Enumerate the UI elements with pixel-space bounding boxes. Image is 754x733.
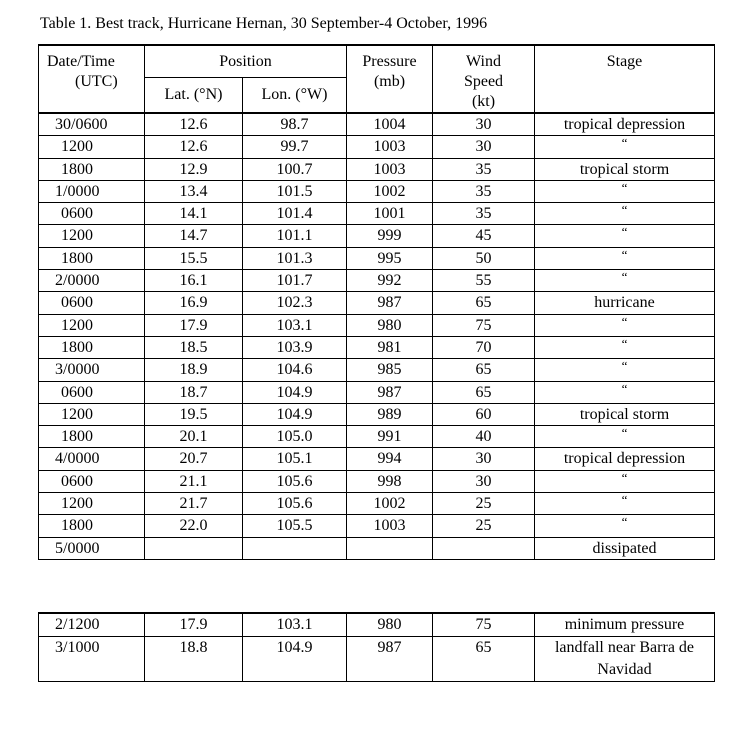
- cell-longitude: 99.7: [243, 136, 347, 158]
- table-row: [39, 136, 715, 158]
- cell-pressure: 998: [347, 470, 433, 492]
- cell-wind-speed: 65: [433, 637, 535, 682]
- cell-datetime: 5/0000: [39, 537, 145, 559]
- header-pressure: [347, 45, 433, 113]
- cell-datetime: 1800: [39, 247, 145, 269]
- cell-stage: tropical depression: [535, 448, 715, 470]
- cell-pressure: 1002: [347, 180, 433, 202]
- cell-stage: “: [535, 225, 715, 247]
- cell-latitude: 18.5: [145, 336, 243, 358]
- table-row: [39, 448, 715, 470]
- cell-stage: hurricane: [535, 292, 715, 314]
- table-row: [39, 247, 715, 269]
- cell-latitude: 14.1: [145, 203, 243, 225]
- cell-datetime: 3/0000: [39, 359, 145, 381]
- cell-pressure: 981: [347, 336, 433, 358]
- cell-wind-speed: 35: [433, 158, 535, 180]
- table-row: [39, 403, 715, 425]
- cell-datetime: 2/0000: [39, 270, 145, 292]
- cell-latitude: [145, 537, 243, 559]
- header-stage: Stage: [535, 45, 715, 113]
- table-row: [39, 225, 715, 247]
- cell-latitude: 17.9: [145, 314, 243, 336]
- header-datetime-unit: (UTC): [75, 73, 118, 90]
- cell-longitude: 101.1: [243, 225, 347, 247]
- cell-longitude: [243, 537, 347, 559]
- cell-latitude: 16.9: [145, 292, 243, 314]
- cell-pressure: 1001: [347, 203, 433, 225]
- cell-latitude: 21.1: [145, 470, 243, 492]
- cell-latitude: 22.0: [145, 515, 243, 537]
- table-row: [39, 292, 715, 314]
- cell-stage: [535, 637, 715, 682]
- cell-pressure: 980: [347, 613, 433, 637]
- cell-longitude: 101.3: [243, 247, 347, 269]
- cell-datetime: 30/0600: [39, 113, 145, 136]
- cell-stage: “: [535, 270, 715, 292]
- header-wind-speed: [433, 45, 535, 113]
- cell-stage: “: [535, 493, 715, 515]
- cell-stage: tropical storm: [535, 403, 715, 425]
- header-pressure-label: Pressure: [362, 53, 417, 70]
- cell-latitude: 20.7: [145, 448, 243, 470]
- notable-points-table: [38, 612, 715, 682]
- table-row: [39, 203, 715, 225]
- cell-pressure: 980: [347, 314, 433, 336]
- cell-wind-speed: 55: [433, 270, 535, 292]
- cell-stage: “: [535, 203, 715, 225]
- cell-datetime: 1/0000: [39, 180, 145, 202]
- cell-longitude: 103.9: [243, 336, 347, 358]
- cell-wind-speed: 30: [433, 136, 535, 158]
- header-wind-unit: (kt): [471, 93, 496, 110]
- cell-longitude: 101.5: [243, 180, 347, 202]
- cell-pressure: 989: [347, 403, 433, 425]
- cell-pressure: 1002: [347, 493, 433, 515]
- cell-latitude: 12.6: [145, 113, 243, 136]
- cell-longitude: 105.6: [243, 493, 347, 515]
- cell-longitude: 104.9: [243, 403, 347, 425]
- table-row: [39, 336, 715, 358]
- cell-latitude: 18.8: [145, 637, 243, 682]
- cell-wind-speed: 65: [433, 359, 535, 381]
- cell-wind-speed: 60: [433, 403, 535, 425]
- cell-latitude: 17.9: [145, 613, 243, 637]
- cell-wind-speed: 75: [433, 314, 535, 336]
- cell-pressure: 994: [347, 448, 433, 470]
- cell-datetime: 1200: [39, 493, 145, 515]
- cell-longitude: 98.7: [243, 113, 347, 136]
- header-datetime: [39, 45, 145, 113]
- table-caption: Table 1. Best track, Hurricane Hernan, 30 September-4 October, 1996: [40, 15, 488, 32]
- cell-datetime: 0600: [39, 470, 145, 492]
- cell-wind-speed: 35: [433, 203, 535, 225]
- table-row: [39, 426, 715, 448]
- cell-longitude: 104.9: [243, 637, 347, 682]
- cell-stage: “: [535, 515, 715, 537]
- cell-datetime: 1200: [39, 225, 145, 247]
- cell-wind-speed: 35: [433, 180, 535, 202]
- cell-datetime: 1200: [39, 403, 145, 425]
- cell-latitude: 18.7: [145, 381, 243, 403]
- cell-wind-speed: 50: [433, 247, 535, 269]
- cell-wind-speed: [433, 537, 535, 559]
- cell-stage: “: [535, 381, 715, 403]
- cell-datetime: 1800: [39, 158, 145, 180]
- cell-stage: tropical storm: [535, 158, 715, 180]
- table-row: [39, 637, 715, 682]
- cell-longitude: 105.1: [243, 448, 347, 470]
- cell-longitude: 101.4: [243, 203, 347, 225]
- cell-stage: “: [535, 336, 715, 358]
- cell-longitude: 105.0: [243, 426, 347, 448]
- cell-stage: dissipated: [535, 537, 715, 559]
- cell-wind-speed: 30: [433, 113, 535, 136]
- cell-latitude: 13.4: [145, 180, 243, 202]
- cell-longitude: 105.6: [243, 470, 347, 492]
- cell-latitude: 12.6: [145, 136, 243, 158]
- cell-datetime: 0600: [39, 381, 145, 403]
- cell-stage: “: [535, 314, 715, 336]
- cell-stage: “: [535, 359, 715, 381]
- cell-wind-speed: 45: [433, 225, 535, 247]
- table-row: [39, 158, 715, 180]
- cell-pressure: 985: [347, 359, 433, 381]
- cell-wind-speed: 30: [433, 448, 535, 470]
- cell-latitude: 19.5: [145, 403, 243, 425]
- table-row: [39, 381, 715, 403]
- header-position: Position: [145, 45, 347, 78]
- header-wind-label-1: Wind: [466, 53, 501, 70]
- cell-wind-speed: 25: [433, 493, 535, 515]
- header-pressure-unit: (mb): [373, 73, 406, 90]
- cell-stage-line-1: landfall near Barra de: [554, 639, 695, 656]
- cell-pressure: 987: [347, 292, 433, 314]
- cell-longitude: 103.1: [243, 613, 347, 637]
- cell-pressure: 1004: [347, 113, 433, 136]
- table-row: [39, 180, 715, 202]
- table-row: [39, 314, 715, 336]
- cell-datetime: 2/1200: [39, 613, 145, 637]
- table-row: [39, 270, 715, 292]
- header-wind-label-2: Speed: [463, 73, 504, 90]
- best-track-table: [38, 44, 715, 560]
- cell-longitude: 101.7: [243, 270, 347, 292]
- best-track-body: [39, 113, 715, 559]
- cell-wind-speed: 75: [433, 613, 535, 637]
- cell-pressure: 1003: [347, 158, 433, 180]
- cell-pressure: 1003: [347, 136, 433, 158]
- cell-pressure: [347, 537, 433, 559]
- cell-stage: “: [535, 136, 715, 158]
- table-row: [39, 113, 715, 136]
- table-row: [39, 470, 715, 492]
- cell-latitude: 12.9: [145, 158, 243, 180]
- table-row: [39, 359, 715, 381]
- cell-datetime: 1200: [39, 136, 145, 158]
- cell-longitude: 105.5: [243, 515, 347, 537]
- cell-stage: “: [535, 470, 715, 492]
- cell-stage: “: [535, 180, 715, 202]
- cell-latitude: 14.7: [145, 225, 243, 247]
- cell-longitude: 100.7: [243, 158, 347, 180]
- table-row: [39, 493, 715, 515]
- table-row: [39, 613, 715, 637]
- header-latitude: Lat. (°N): [145, 78, 243, 114]
- cell-wind-speed: 65: [433, 381, 535, 403]
- cell-pressure: 999: [347, 225, 433, 247]
- cell-latitude: 16.1: [145, 270, 243, 292]
- cell-longitude: 104.6: [243, 359, 347, 381]
- cell-datetime: 1800: [39, 515, 145, 537]
- cell-latitude: 18.9: [145, 359, 243, 381]
- cell-wind-speed: 40: [433, 426, 535, 448]
- cell-longitude: 102.3: [243, 292, 347, 314]
- header-longitude: Lon. (°W): [243, 78, 347, 114]
- cell-longitude: 104.9: [243, 381, 347, 403]
- cell-longitude: 103.1: [243, 314, 347, 336]
- table-row: [39, 515, 715, 537]
- header-datetime-label: Date/Time: [47, 53, 115, 70]
- table-row: [39, 537, 715, 559]
- cell-stage: tropical depression: [535, 113, 715, 136]
- cell-pressure: 987: [347, 381, 433, 403]
- cell-stage-line-2: Navidad: [597, 661, 652, 678]
- cell-pressure: 992: [347, 270, 433, 292]
- cell-stage: “: [535, 247, 715, 269]
- cell-pressure: 991: [347, 426, 433, 448]
- cell-datetime: 1800: [39, 426, 145, 448]
- cell-wind-speed: 70: [433, 336, 535, 358]
- cell-datetime: 4/0000: [39, 448, 145, 470]
- cell-datetime: 3/1000: [39, 637, 145, 682]
- cell-wind-speed: 25: [433, 515, 535, 537]
- cell-pressure: 987: [347, 637, 433, 682]
- cell-wind-speed: 30: [433, 470, 535, 492]
- cell-pressure: 995: [347, 247, 433, 269]
- cell-pressure: 1003: [347, 515, 433, 537]
- cell-latitude: 15.5: [145, 247, 243, 269]
- cell-datetime: 0600: [39, 292, 145, 314]
- cell-latitude: 21.7: [145, 493, 243, 515]
- cell-latitude: 20.1: [145, 426, 243, 448]
- cell-stage: “: [535, 426, 715, 448]
- cell-stage: minimum pressure: [535, 613, 715, 637]
- cell-wind-speed: 65: [433, 292, 535, 314]
- cell-datetime: 1200: [39, 314, 145, 336]
- cell-datetime: 0600: [39, 203, 145, 225]
- cell-datetime: 1800: [39, 336, 145, 358]
